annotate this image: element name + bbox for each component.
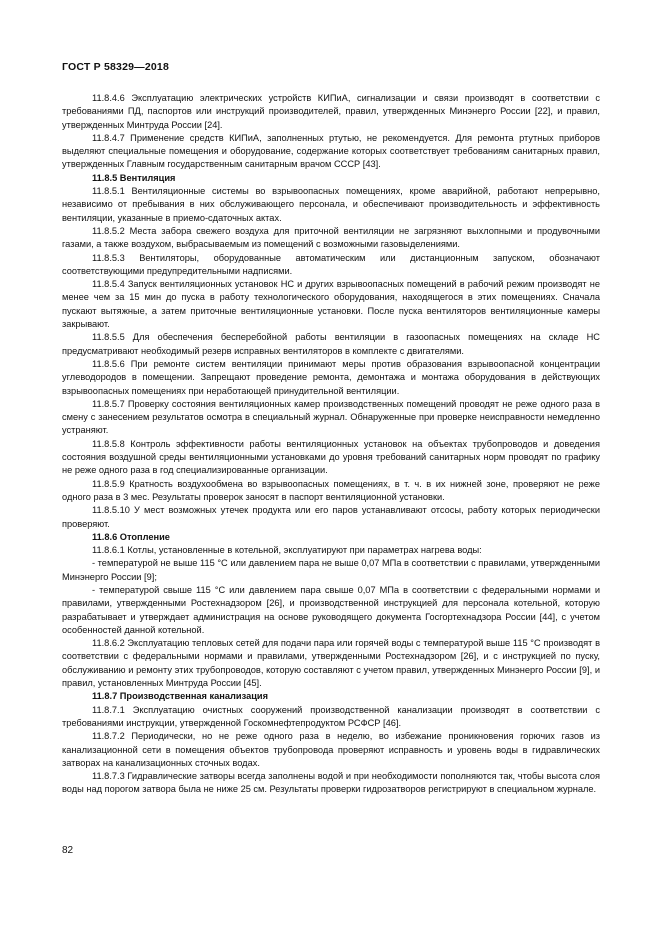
paragraph-11-8-5-9: 11.8.5.9 Кратность воздухообмена во взрывоопасных помещениях, в т. ч. в их нижней зоне, проверяют не реже одного раза в 3 мес. Результаты проверок заносят в паспорт вентиляционной установки.	[62, 478, 600, 502]
paragraph-11-8-5-4: 11.8.5.4 Запуск вентиляционных установок НС и других взрывоопасных помещений в рабочий режим производят не менее чем за 15 мин до пуска в работу технологического оборудования, находящегося в этих помещениях. Сначала пускают вытяжные, а затем приточные вентиляционные установки. После пуска вентиляторов вентиляционные камеры закрывают.	[62, 279, 600, 330]
paragraph-11-8-6-1: 11.8.6.1 Котлы, установленные в котельной, эксплуатируют при параметрах нагрева воды:	[92, 545, 482, 556]
paragraph-11-8-5-1: 11.8.5.1 Вентиляционные системы во взрывоопасных помещениях, кроме аварийной, работают непрерывно, независимо от пребывания в них обслуживающего персонала, и обеспечивают производительность и эффективность вентиляции, указанные в приемо-сдаточных актах.	[62, 186, 600, 223]
paragraph-11-8-5-7: 11.8.5.7 Проверку состояния вентиляционных камер производственных помещений проводят не реже одного раза в смену с занесением результатов осмотра в специальный журнал. Обнаруженные при проверке неисправности немедленно устраняют.	[62, 398, 600, 436]
paragraph-11-8-4-6: 11.8.4.6 Эксплуатацию электрических устройств КИПиА, сигнализации и связи производят в соответствии с требованиями ПД, паспортов или инструкций производителей, правил, утвержденных Минэнерго России [22], и правил, утвержденных Минтруда России [24].	[62, 93, 600, 130]
paragraph-11-8-7-3: 11.8.7.3 Гидравлические затворы всегда заполнены водой и при необходимости пополняются так, чтобы высота слоя воды над порогом затвора была не ниже 25 см. Результаты проверки гидрозатворов регистрируют в специальном журнале.	[62, 771, 600, 795]
paragraph-11-8-7-2: 11.8.7.2 Периодически, но не реже одного раза в неделю, во избежание проникновения горючих газов из канализационной сети в помещения объектов трубопровода проверяют исправность и уровень воды в гидравлических затворах на канализационных сточных водах.	[62, 731, 600, 768]
section-heading-ventilation: 11.8.5 Вентиляция	[92, 172, 176, 183]
list-item: - температурой свыше 115 °С или давлением пара свыше 0,07 МПа в соответствии с федеральными нормами и правилами, утвержденными Ростехнадзором [26], и производственной инструкцией для персонала котельной, которую разрабатывает и утверждает администрация на основе руководящего документа Госгортехнадзора России [44], с учетом особенностей данной котельной.	[62, 584, 600, 635]
paragraph-11-8-5-6: 11.8.5.6 При ремонте систем вентиляции принимают меры против образования взрывоопасной концентрации углеводородов в помещении. Запрещают проведение ремонта, демонтажа и монтажа оборудования в действующих взрывоопасных помещениях при неработающей принудительной вентиляции.	[62, 358, 600, 396]
paragraph-11-8-5-2: 11.8.5.2 Места забора свежего воздуха для приточной вентиляции не загрязняют выхлопными и продувочными газами, а также воздухом, выбрасываемым из помещений с возможными газовыделениями.	[62, 225, 600, 250]
paragraph-11-8-5-8: 11.8.5.8 Контроль эффективности работы вентиляционных установок на объектах трубопроводов и доведения состояния воздушной среды вентиляционными установками до уровня требований санитарных норм проводят по графику не реже одного раза в год специализированные организации.	[62, 438, 600, 476]
paragraph-11-8-5-3: 11.8.5.3 Вентиляторы, оборудованные автоматическим или дистанционным запуском, обозначают соответствующими предупредительными надписями.	[62, 252, 600, 276]
section-heading-industrial-sewerage: 11.8.7 Производственная канализация	[92, 691, 268, 702]
page-number: 82	[62, 845, 74, 856]
paragraph-11-8-5-10: 11.8.5.10 У мест возможных утечек продукта или его паров устанавливают отсосы, работу которых периодически проверяют.	[62, 505, 600, 529]
paragraph-11-8-7-1: 11.8.7.1 Эксплуатацию очистных сооружений производственной канализации производят в соответствии с требованиями инструкции, утвержденной Госкомнефтепродуктом РСФСР [46].	[62, 704, 600, 728]
paragraph-11-8-4-7: 11.8.4.7 Применение средств КИПиА, заполненных ртутью, не рекомендуется. Для ремонта ртутных приборов выделяют специальные помещения и оборудование, содержание которых соответствует требованиям санитарных правил, утвержденных Главным государственным санитарным врачом СССР [43].	[62, 132, 600, 170]
document-header: ГОСТ Р 58329—2018	[62, 61, 170, 73]
document-body	[62, 92, 600, 797]
paragraph-11-8-5-5: 11.8.5.5 Для обеспечения бесперебойной работы вентиляции в газоопасных помещениях на складе НС предусматривают необходимый резерв исправных вентиляторов в комплекте с двигателями.	[62, 332, 600, 356]
paragraph-11-8-6-2: 11.8.6.2 Эксплуатацию тепловых сетей для подачи пара или горячей воды с температурой выше 115 °С производят в соответствии с федеральными нормами и правилами, утвержденными Ростехнадзором [26], и с инструкцией по пуску, обслуживанию и ремонту этих трубопроводов, которую составляют с учетом правил, утвержденных Минэнерго России [9], и правил, установленных Минтруда России [45].	[62, 638, 600, 689]
section-heading-heating: 11.8.6 Отопление	[92, 531, 170, 542]
list-item: - температурой не выше 115 °С или давлением пара не выше 0,07 МПа в соответствии с правилами, утвержденными Минэнерго России [9];	[62, 558, 600, 582]
